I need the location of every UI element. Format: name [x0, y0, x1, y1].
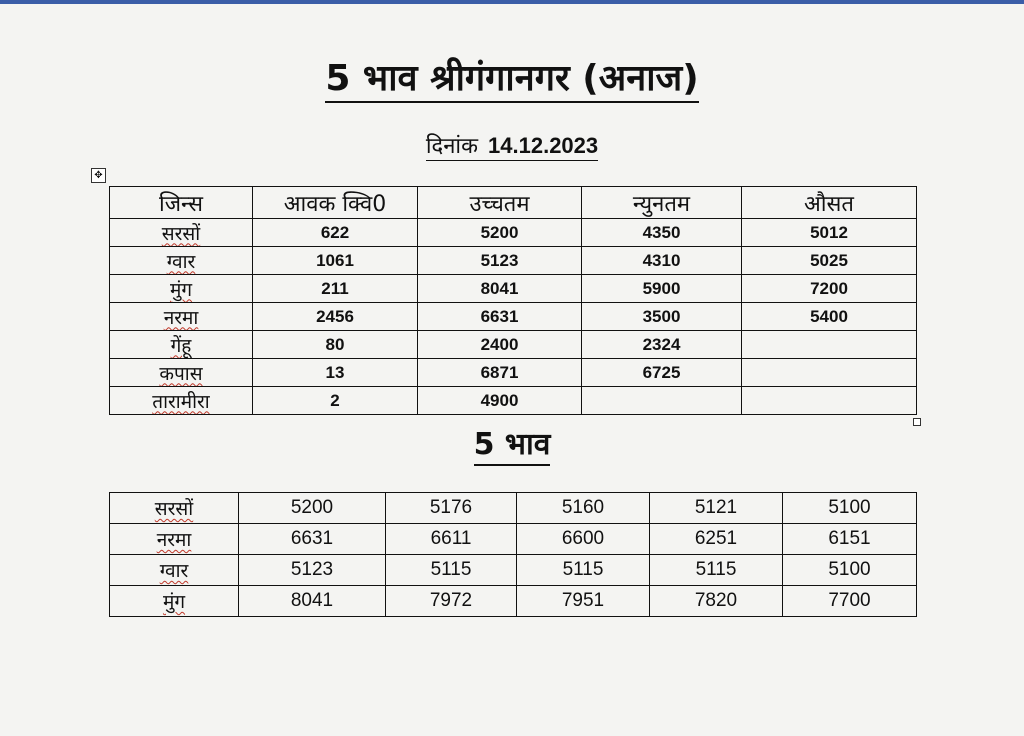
five-rates-heading-container [0, 422, 1024, 463]
average-cell: 7200 [742, 275, 917, 303]
commodity-cell [110, 303, 253, 331]
average-cell [742, 359, 917, 387]
highest-cell: 2400 [418, 331, 582, 359]
rate-cell: 6600 [517, 524, 650, 555]
commodity-cell [110, 493, 239, 524]
table-row [110, 331, 917, 359]
header-lowest: न्युनतम [582, 187, 742, 219]
arrival-cell: 1061 [253, 247, 418, 275]
five-rates-table [109, 492, 917, 617]
rate-cell: 6151 [783, 524, 917, 555]
average-cell [742, 331, 917, 359]
top-border-line [0, 0, 1024, 4]
rate-cell: 5121 [650, 493, 783, 524]
date-value: 14.12.2023 [488, 133, 599, 158]
table-row [110, 387, 917, 415]
rate-cell: 5176 [386, 493, 517, 524]
rate-cell: 5160 [517, 493, 650, 524]
commodity-cell [110, 359, 253, 387]
page-title: 5 भाव श्रीगंगानगर (अनाज) [325, 58, 698, 103]
arrival-cell: 2456 [253, 303, 418, 331]
rate-cell: 5123 [239, 555, 386, 586]
table-row [110, 586, 917, 617]
arrival-cell: 622 [253, 219, 418, 247]
table-row [110, 524, 917, 555]
rate-cell: 5115 [386, 555, 517, 586]
table-row [110, 275, 917, 303]
highest-cell: 8041 [418, 275, 582, 303]
rate-cell: 8041 [239, 586, 386, 617]
table-row [110, 303, 917, 331]
rate-cell: 7951 [517, 586, 650, 617]
commodity-name: ग्वार [166, 250, 196, 273]
arrival-cell: 211 [253, 275, 418, 303]
commodity-cell [110, 331, 253, 359]
header-commodity: जिन्स [110, 187, 253, 219]
rate-cell: 5115 [650, 555, 783, 586]
table-row [110, 247, 917, 275]
table-row [110, 359, 917, 387]
highest-cell: 5200 [418, 219, 582, 247]
rate-cell: 6611 [386, 524, 517, 555]
header-average: औसत [742, 187, 917, 219]
table-row [110, 493, 917, 524]
rate-cell: 5200 [239, 493, 386, 524]
commodity-name: कपास [159, 362, 203, 385]
commodity-cell [110, 586, 239, 617]
rate-cell: 5115 [517, 555, 650, 586]
rates-table [109, 186, 917, 415]
lowest-cell [582, 387, 742, 415]
table-row [110, 555, 917, 586]
commodity-cell [110, 219, 253, 247]
average-cell [742, 387, 917, 415]
highest-cell: 4900 [418, 387, 582, 415]
commodity-cell [110, 275, 253, 303]
header-arrival: आवक क्वि0 [253, 187, 418, 219]
header-highest: उच्चतम [418, 187, 582, 219]
rates-table-header-row [110, 187, 917, 219]
commodity-name: गेंहू [170, 334, 192, 357]
lowest-cell: 2324 [582, 331, 742, 359]
rate-cell: 7820 [650, 586, 783, 617]
rate-cell: 5100 [783, 493, 917, 524]
rate-cell: 7972 [386, 586, 517, 617]
commodity-name: सरसों [154, 498, 194, 520]
rate-cell: 7700 [783, 586, 917, 617]
commodity-cell [110, 524, 239, 555]
lowest-cell: 6725 [582, 359, 742, 387]
commodity-name: मुंग [162, 591, 186, 613]
average-cell: 5025 [742, 247, 917, 275]
rate-cell: 6631 [239, 524, 386, 555]
arrival-cell: 13 [253, 359, 418, 387]
average-cell: 5400 [742, 303, 917, 331]
highest-cell: 6631 [418, 303, 582, 331]
commodity-name: तारामीरा [152, 390, 210, 413]
lowest-cell: 3500 [582, 303, 742, 331]
five-rates-heading: 5 भाव [474, 427, 551, 466]
commodity-name: नरमा [156, 529, 192, 551]
commodity-cell [110, 555, 239, 586]
highest-cell: 6871 [418, 359, 582, 387]
lowest-cell: 5900 [582, 275, 742, 303]
date-line [0, 130, 1024, 160]
lowest-cell: 4310 [582, 247, 742, 275]
highest-cell: 5123 [418, 247, 582, 275]
commodity-name: सरसों [161, 222, 201, 245]
commodity-name: नरमा [163, 306, 199, 329]
commodity-cell [110, 247, 253, 275]
commodity-name: मुंग [169, 278, 193, 301]
table-row [110, 219, 917, 247]
page-title-container [0, 52, 1024, 101]
commodity-cell [110, 387, 253, 415]
lowest-cell: 4350 [582, 219, 742, 247]
commodity-name: ग्वार [159, 560, 189, 582]
rate-cell: 6251 [650, 524, 783, 555]
date-label: दिनांक [425, 134, 479, 159]
arrival-cell: 80 [253, 331, 418, 359]
rate-cell: 5100 [783, 555, 917, 586]
average-cell: 5012 [742, 219, 917, 247]
arrival-cell: 2 [253, 387, 418, 415]
table-move-handle-icon[interactable]: ✥ [91, 168, 106, 183]
date-block [426, 134, 598, 161]
